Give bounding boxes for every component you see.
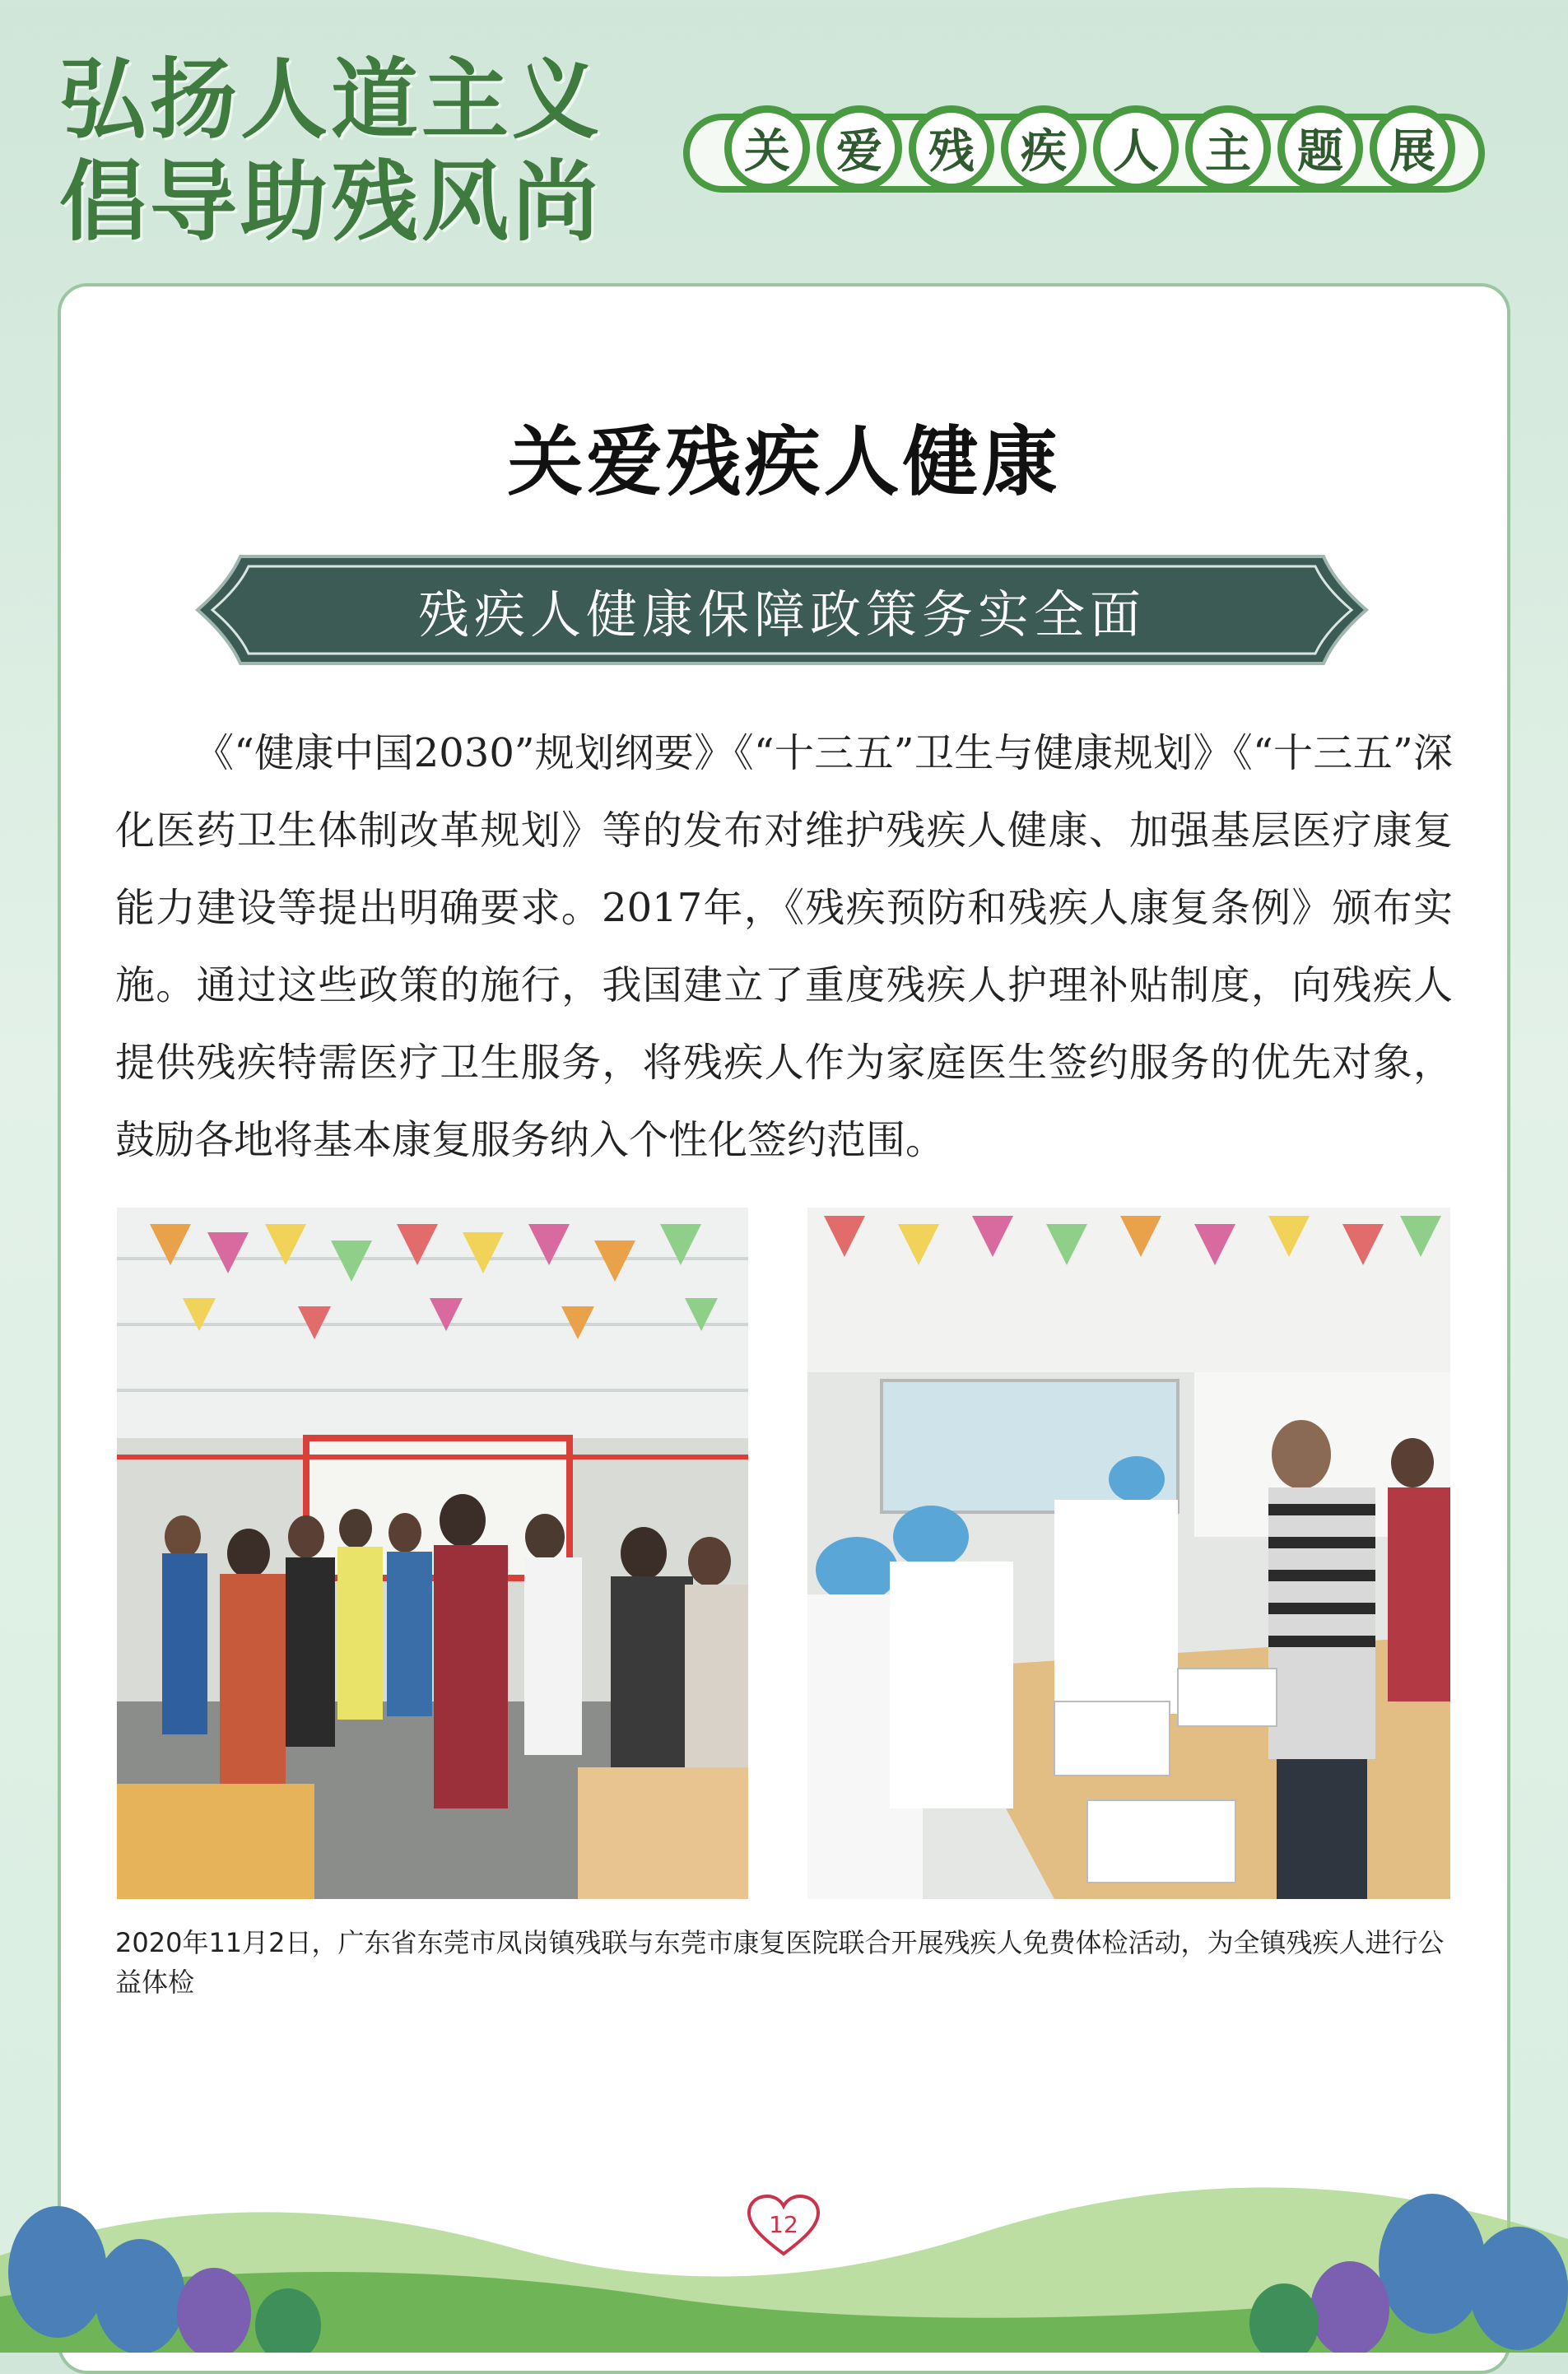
article-body: [115, 715, 1453, 1179]
slogan-line-2: 倡导助残风尚: [59, 151, 603, 253]
theme-char: 展: [1370, 105, 1455, 191]
paragraph: 《“健康中国2030”规划纲要》《“十三五”卫生与健康规划》《“十三五”深化医药卫生体制改革规划》等的发布对维护残疾人健康、加强基层医疗康复能力建设等提出明确要求。2017年，《残疾预防和残疾人康复条例》颁布实施。通过这些政策的施行，我国建立了重度残疾人护理补贴制度，向残疾人提供残疾特需医疗卫生服务，将残疾人作为家庭医生签约服务的优先对象，鼓励各地将基本康复服务纳入个性化签约范围。: [115, 730, 1453, 1163]
theme-char: 主: [1185, 105, 1271, 191]
theme-char: 爱: [817, 105, 902, 191]
theme-char: 残: [909, 105, 994, 191]
page-title: 关爱残疾人健康: [507, 418, 1061, 506]
slogan-line-1: 弘扬人道主义: [59, 49, 603, 151]
photo-medical-check: [807, 1208, 1450, 1899]
theme-char: 人: [1093, 105, 1179, 191]
theme-title: [724, 105, 1455, 191]
slogan: [59, 49, 603, 254]
theme-char: 关: [724, 105, 810, 191]
photo-caption: 2020年11月2日，广东省东莞市凤岗镇残联与东莞市康复医院联合开展残疾人免费体检活动，为全镇残疾人进行公益体检: [115, 1927, 1445, 1998]
photo-queue: [117, 1208, 748, 1899]
theme-char: 题: [1277, 105, 1363, 191]
theme-char: 疾: [1001, 105, 1086, 191]
page-number: 12: [769, 2211, 798, 2238]
section-banner: 残疾人健康保障政策务实全面: [417, 584, 1146, 645]
